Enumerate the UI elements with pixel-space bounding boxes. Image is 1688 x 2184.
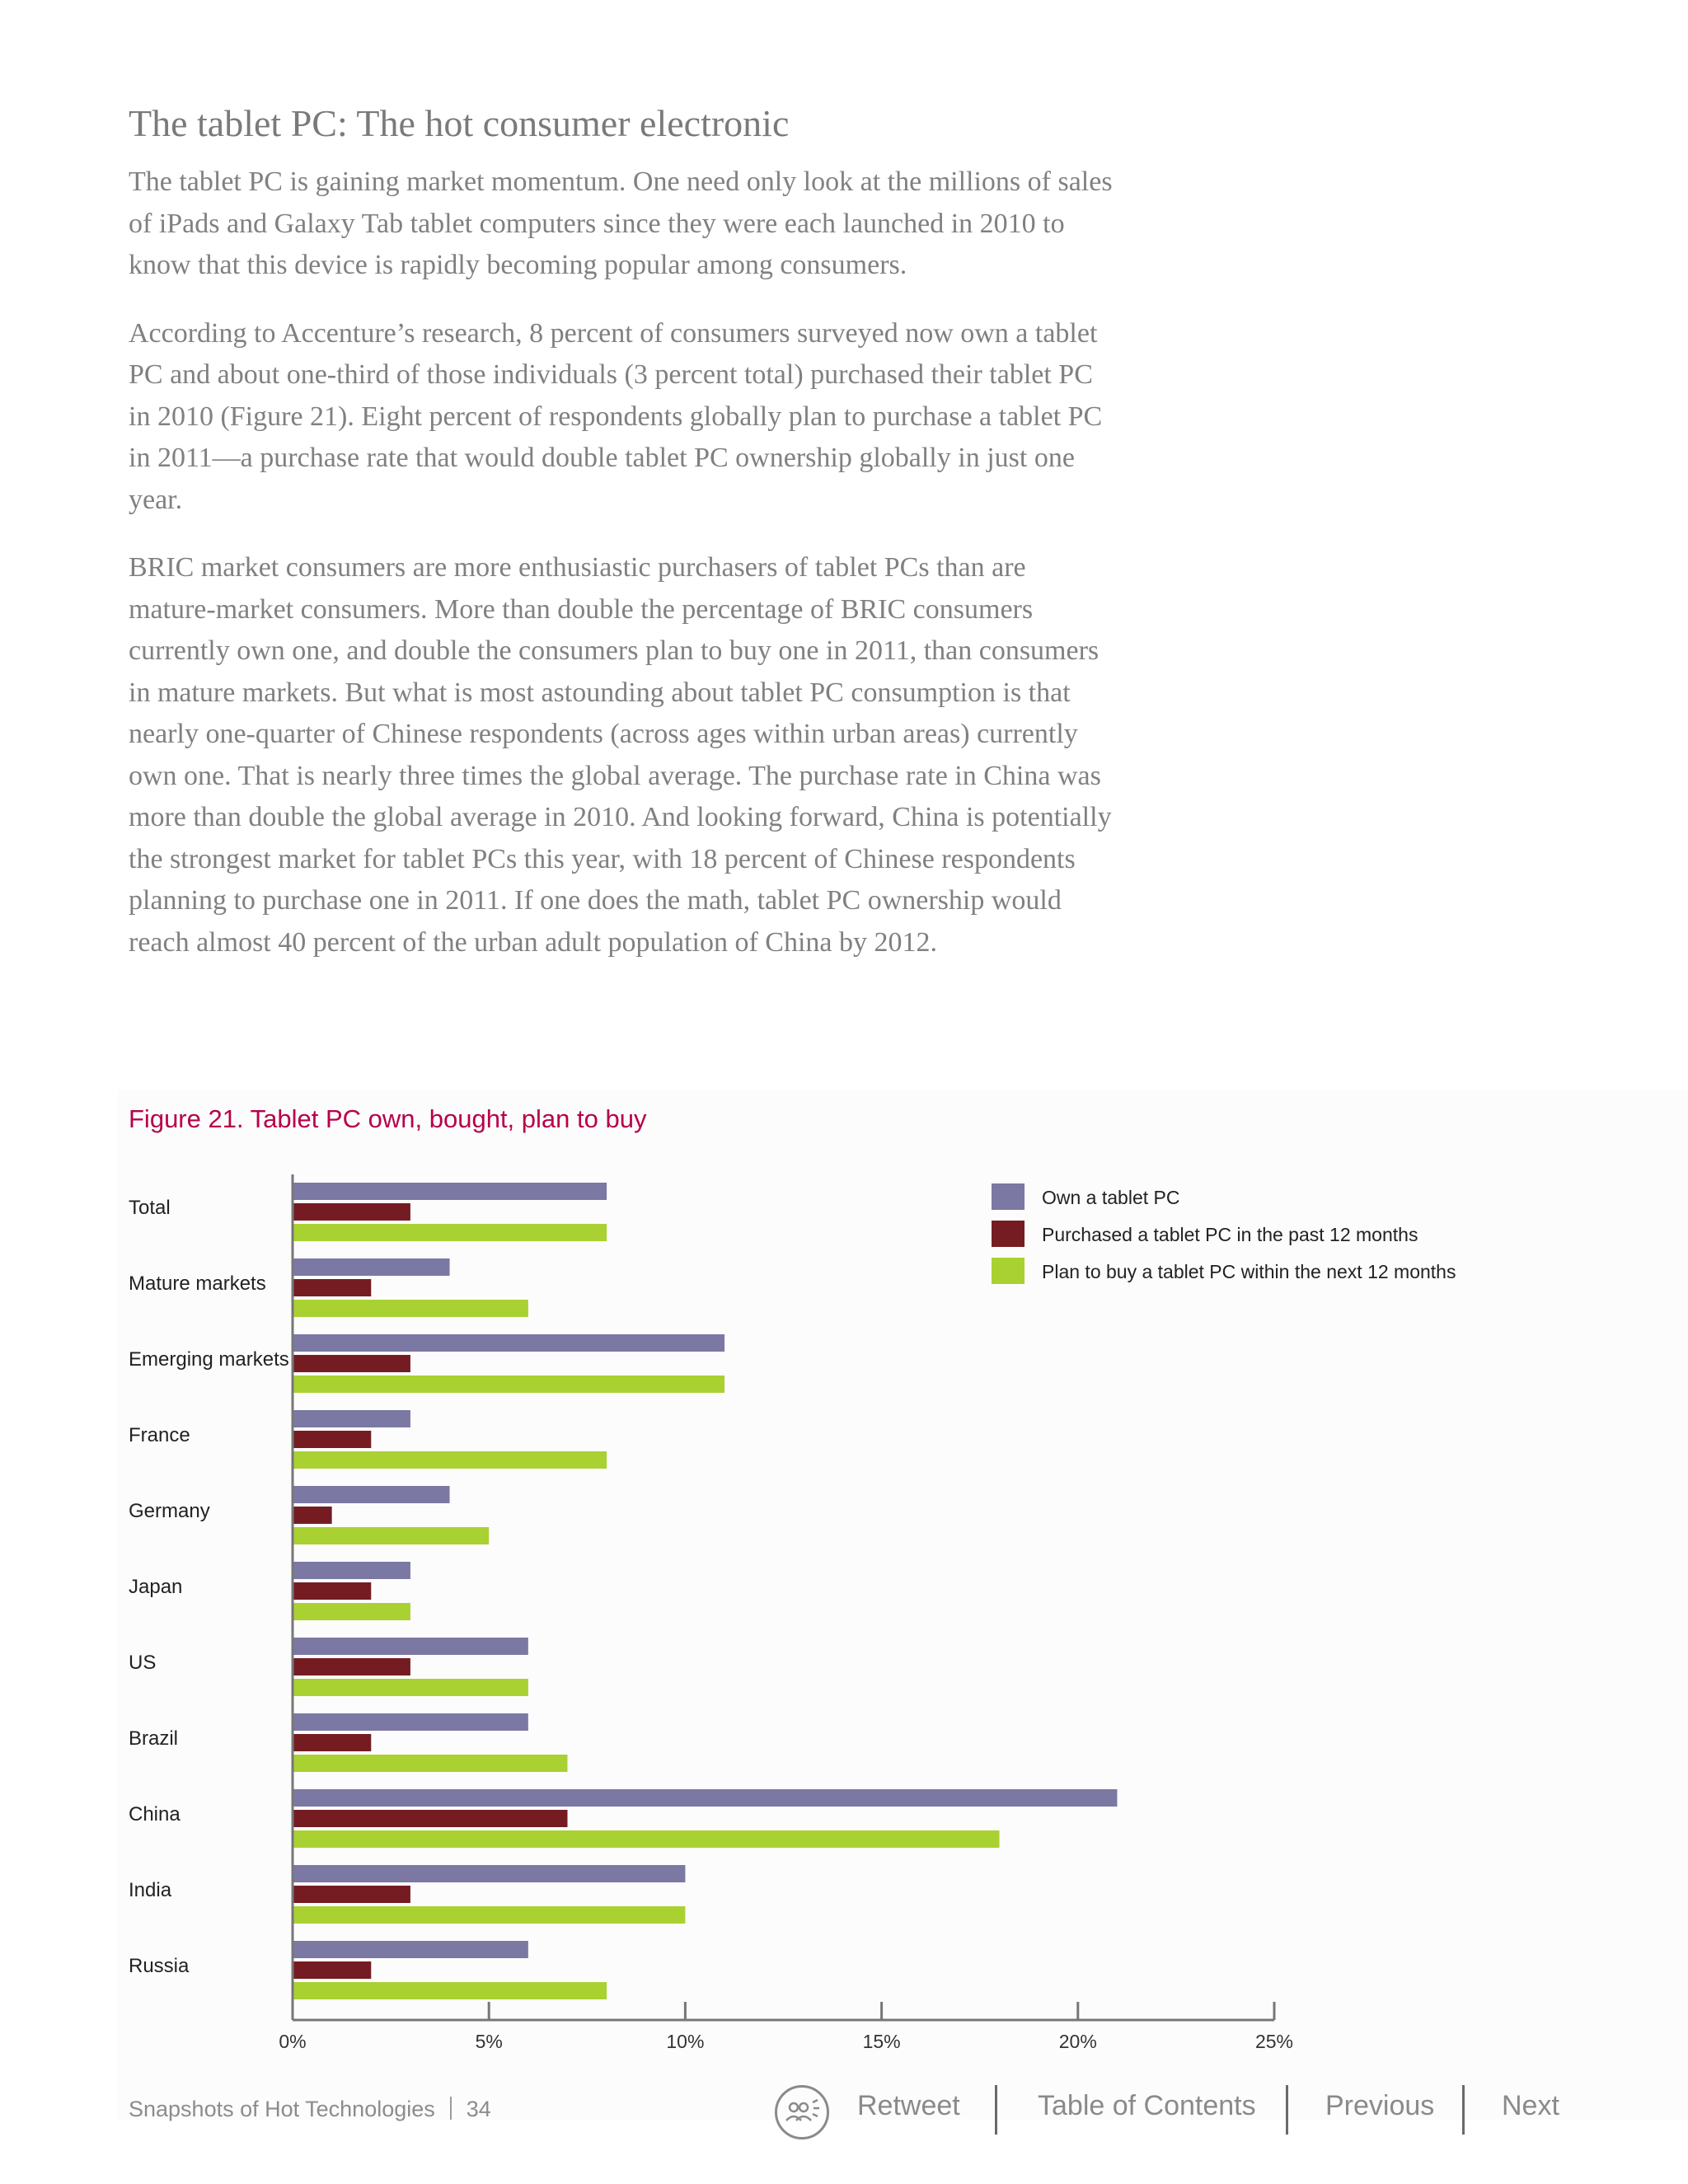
bar — [293, 1300, 528, 1317]
legend-swatch — [992, 1258, 1025, 1284]
figure-title: Figure 21. Tablet PC own, bought, plan to buy — [129, 1104, 647, 1133]
bar — [293, 1562, 410, 1579]
x-tick-label: 0% — [279, 2031, 307, 2052]
next-link[interactable]: Next — [1502, 2090, 1559, 2121]
nav-divider — [995, 2085, 997, 2135]
bar — [293, 1334, 724, 1352]
bar — [293, 1183, 607, 1200]
bar — [293, 1906, 685, 1924]
bar — [293, 1865, 685, 1882]
nav-divider — [1462, 2085, 1465, 2135]
bar — [293, 1527, 489, 1544]
x-tick-label: 5% — [475, 2031, 503, 2052]
bar — [293, 1734, 371, 1751]
people-share-icon[interactable] — [775, 2085, 829, 2139]
bar — [293, 1886, 410, 1903]
bar — [293, 1755, 567, 1772]
bar — [293, 1679, 528, 1696]
bar — [293, 1789, 1117, 1807]
paragraph-2: According to Accenture’s research, 8 percent of consumers surveyed now own a tablet PC and about one-third of those individuals (3 percent total) purchased their tablet PC in 2010 (Figure 21). Eight percent of respondents globally plan to purchase a tablet PC in 2011—a purchase rate that would double tablet PC ownership globally in just one year. — [129, 317, 1103, 515]
bar — [293, 1451, 607, 1469]
x-tick-label: 15% — [862, 2031, 901, 2052]
publication-info — [129, 2097, 491, 2122]
bar — [293, 1961, 371, 1979]
bar — [293, 1279, 371, 1296]
category-label: India — [129, 1879, 172, 1901]
bar — [293, 1410, 410, 1427]
x-tick-label: 10% — [666, 2031, 705, 2052]
bar — [293, 1658, 410, 1675]
bar — [293, 1713, 528, 1731]
x-tick-label: 20% — [1058, 2031, 1097, 2052]
table-of-contents-link[interactable]: Table of Contents — [1038, 2090, 1256, 2121]
bar — [293, 1224, 607, 1241]
bar — [293, 1603, 410, 1620]
legend-swatch — [992, 1183, 1025, 1210]
category-label: Japan — [129, 1576, 183, 1598]
bar — [293, 1941, 528, 1958]
article-heading: The tablet PC: The hot consumer electronic — [129, 102, 790, 144]
bar — [293, 1203, 410, 1221]
legend-label: Plan to buy a tablet PC within the next 12 months — [1042, 1261, 1456, 1282]
legend-label: Own a tablet PC — [1042, 1187, 1180, 1208]
bar — [293, 1355, 410, 1372]
paragraph-1: The tablet PC is gaining market momentum. One need only look at the millions of sales of iPads and Galaxy Tab tablet computers since they were each launched in 2010 to know that this device is rapidly becoming popular among consumers. — [129, 166, 1113, 280]
bar — [293, 1830, 1000, 1848]
previous-link[interactable]: Previous — [1325, 2090, 1435, 2121]
bar — [293, 1638, 528, 1655]
legend-swatch — [992, 1221, 1025, 1247]
bar — [293, 1486, 450, 1503]
footer-divider — [450, 2097, 452, 2120]
category-label: Emerging markets — [129, 1348, 289, 1371]
bar — [293, 1507, 332, 1524]
category-label: Total — [129, 1197, 171, 1219]
retweet-link[interactable]: Retweet — [857, 2090, 960, 2121]
page-number: 34 — [466, 2097, 491, 2121]
bar — [293, 1258, 450, 1276]
category-label: Germany — [129, 1500, 210, 1522]
paragraph-3: BRIC market consumers are more enthusiastic purchasers of tablet PCs than are mature-market consumers. More than double the percentage of BRIC consumers currently own one, and double the consumers plan to buy one in 2011, than consumers in mature markets. But what is most astounding about tablet PC consumption is that nearly one-quarter of Chinese respondents (across ages within urban areas) currently own one. That is nearly three times the global average. The purchase rate in China was more than double the global average in 2010. And looking forward, China is potentially the strongest market for tablet PCs this year, with 18 percent of Chinese respondents planning to purchase one in 2011. If one does the math, tablet PC ownership would reach almost 40 percent of the urban adult population of China by 2012. — [129, 552, 1112, 958]
bar — [293, 1982, 607, 1999]
publication-title: Snapshots of Hot Technologies — [129, 2097, 435, 2121]
bar — [293, 1376, 724, 1393]
category-label: China — [129, 1803, 181, 1825]
category-label: Brazil — [129, 1727, 179, 1750]
category-label: France — [129, 1424, 190, 1446]
bar — [293, 1582, 371, 1600]
legend-label: Purchased a tablet PC in the past 12 months — [1042, 1224, 1418, 1245]
nav-divider — [1286, 2085, 1288, 2135]
bar — [293, 1810, 567, 1827]
category-label: Mature markets — [129, 1272, 266, 1295]
footer — [0, 2085, 1688, 2159]
x-tick-label: 25% — [1254, 2031, 1294, 2052]
category-label: Russia — [129, 1955, 190, 1977]
category-label: US — [129, 1652, 157, 1674]
bar — [293, 1431, 371, 1448]
